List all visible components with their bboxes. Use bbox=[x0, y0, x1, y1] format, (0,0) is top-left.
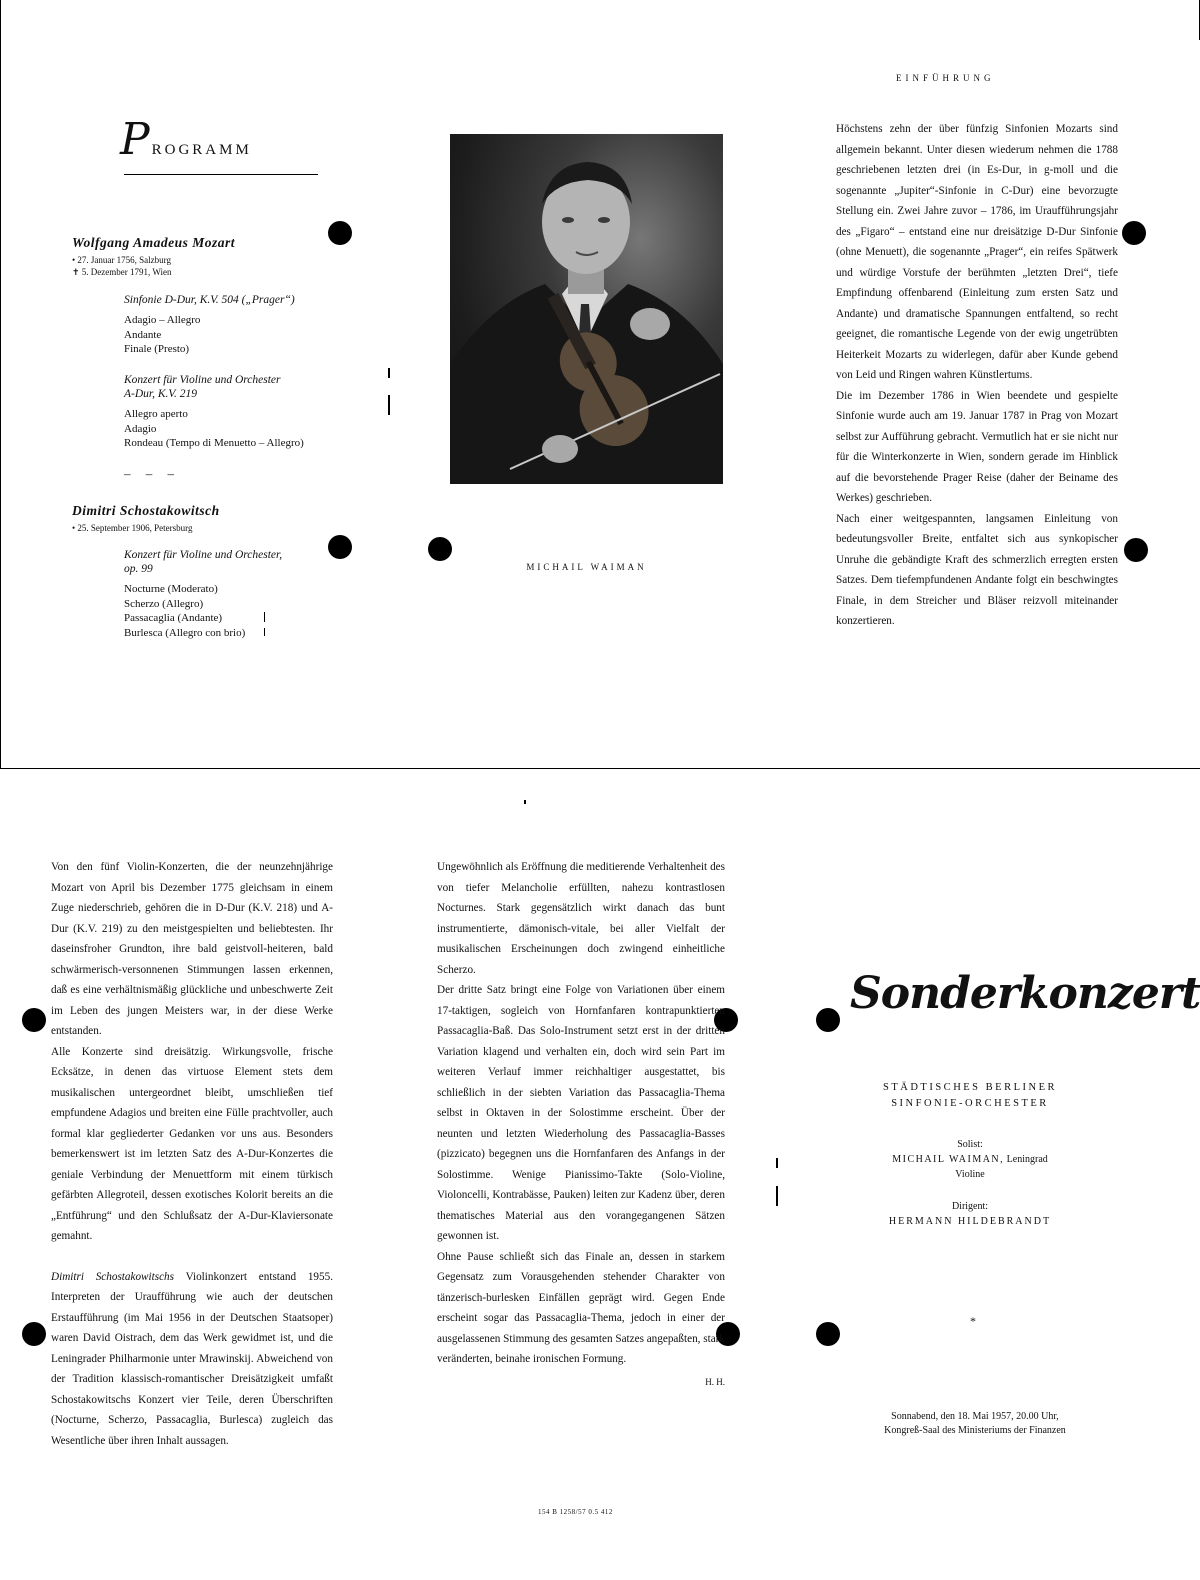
violin-concertos-text bbox=[51, 857, 333, 1451]
fold-mark bbox=[388, 368, 390, 378]
concert-title: Sonderkonzert bbox=[850, 968, 1200, 1019]
binder-hole bbox=[1122, 221, 1146, 245]
movement: Adagio bbox=[124, 422, 157, 435]
fold-mark bbox=[776, 1186, 778, 1206]
movement: Allegro aperto bbox=[124, 408, 188, 420]
work-title: Konzert für Violine und Orchester, bbox=[124, 549, 283, 561]
print-code: 154 B 1258/57 0.5 412 bbox=[538, 1508, 613, 1516]
fold-mark bbox=[776, 1158, 778, 1168]
fold-mark bbox=[524, 800, 526, 804]
sheet-left-edge bbox=[0, 0, 1, 768]
orchestra-line: SINFONIE-ORCHESTER bbox=[891, 1098, 1049, 1109]
shost-paragraph: Der dritte Satz bringt eine Folge von Variationen über einem 17-taktigen, sogleich von Hornfanfaren kontrapunktierten Passacaglia-Baß. Das Solo-Instrument setzt erst in der dritten Variation klagend und verhalten ein, doch wird sein Part im weiteren Verlauf immer reichhaltiger ausgestattet, bis schließlich in der siebten Variation das Passacaglia-Thema selbst in Oktaven in der Solostimme erscheint. Über der neunten und letzten Wiederholung des Passacaglia-Basses (pizzicato) begegnen uns die Hornfanfaren des Anfangs in der Solostimme. Wenige Pianissimo-Takte (Solo-Violine, Violoncelli, Kontrabässe, Pauken) leiten zur Kadenz über, deren thematisches Material aus den vorangegangenen Sätzen gewonnen ist. bbox=[437, 984, 725, 1242]
program-rule bbox=[124, 174, 318, 175]
mozart-died: ✝ 5. Dezember 1791, Wien bbox=[72, 267, 172, 277]
signature: H. H. bbox=[705, 1376, 725, 1387]
intro-paragraph: Höchstens zehn der über fünfzig Sinfonien Mozarts sind allgemein bekannt. Unter diesen wiederum nehmen die 1788 geschriebenen letzten drei (in Es-Dur, in g-moll und die sogenannte „Jupiter“-Sinfonie in C-Dur) eine bevorzugte Stellung ein. Zwei Jahre zuvor – 1786, im Uraufführungsjahr des „Figaro“ – entstand eine nur dreisätzige D-Dur Sinfonie (ohne Menuett), die sogenannte „Prager“, ein reifes Spätwerk und würdige Vorstufe der berühmten „letzten Drei“, tiefe Empfindung offenbarend (Einleitung zum ersten Satz und Andante) und dramatische Spannungen entfaltend, so recht geeignet, die romantische Legende von der ewig ungetrübten Heiterkeit Mozarts zu widerlegen, dafür aber Kunde gebend von Leid und Ringen wahren Künstlertums. bbox=[836, 123, 1118, 381]
fold-mark bbox=[388, 395, 390, 415]
composer-mozart: Wolfgang Amadeus Mozart bbox=[72, 235, 236, 250]
conductor-block bbox=[850, 1200, 1090, 1230]
binder-hole bbox=[1124, 538, 1148, 562]
movement: Burlesca (Allegro con brio) bbox=[124, 626, 246, 639]
program-heading-text: ROGRAMM bbox=[151, 142, 252, 158]
binder-hole bbox=[816, 1322, 840, 1346]
concert-date-venue bbox=[850, 1410, 1100, 1438]
intro-heading: EINFÜHRUNG bbox=[896, 73, 995, 83]
shostakovich-paragraph-text: Violinkonzert entstand 1955. Interpreten der Uraufführung wie auch der deutschen Erstaufführung (im Mai 1956 in der Deutschen Staatsoper) waren David Oistrach, dem das Werk gewidmet ist, und die Leningrader Philharmonie unter Mrawinskij. Abweichend von der Tradition klassisch-romantischer Dreisätzigkeit umfaßt Schostakowitschs Konzert vier Teile, deren Überschriften (Nocturne, Scherzo, Passacaglia, Burlesca) zugleich das Wesentliche über ihren Inhalt aussagen. bbox=[51, 1270, 333, 1447]
movement: Andante bbox=[124, 328, 162, 341]
sheet-fold-line bbox=[0, 768, 1200, 769]
binder-hole bbox=[22, 1008, 46, 1032]
soloist-instrument: Violine bbox=[955, 1169, 985, 1180]
binder-hole bbox=[22, 1322, 46, 1346]
shostakovich-text bbox=[437, 857, 725, 1392]
work-title: A-Dur, K.V. 219 bbox=[124, 388, 197, 400]
work-title: op. 99 bbox=[124, 563, 153, 575]
binder-hole bbox=[816, 1008, 840, 1032]
concert-venue: Kongreß-Saal des Ministeriums der Finanzen bbox=[884, 1425, 1066, 1436]
conductor-name: HERMANN HILDEBRANDT bbox=[888, 1216, 1052, 1227]
violin-paragraph: Alle Konzerte sind dreisätzig. Wirkungsvolle, frische Ecksätze, in denen das virtuose Element stets dem musikalischen untergeordnet bleibt, umschließen tief empfundene Adagios und breiten eine Fülle prachtvoller, auch formal klar gegliederter Gedanken vor uns aus. Besonders bemerkenswert ist im letzten Satz des A-Dur-Konzertes die geniale Verbindung der Menuettform mit einem türkisch gefärbten Allegroteil, dessen exotisches Kolorit bereits an die „Entführung“ und den Schlußsatz der A-Dur-Klaviersonate gemahnt. bbox=[51, 1045, 333, 1242]
work-violin-concerto-op99 bbox=[124, 548, 324, 640]
mozart-born: • 27. Januar 1756, Salzburg bbox=[72, 255, 171, 265]
intro-paragraph: Nach einer weitgespannten, langsamen Einleitung von bedeutungsvoller Breite, entfaltet sich aus synkopischer Unruhe die gebändigte Kraft des schmerzlich erregten ersten Satzes. Dem tiefempfundenen Andante folgt ein beschwingtes Finale, in dem Streicher und Bläser reizvoll miteinander konzertieren. bbox=[836, 512, 1118, 627]
shostakovich-name-italic: Dimitri Schostakowitschs bbox=[51, 1270, 175, 1283]
composer-shostakovich: Dimitri Schostakowitsch bbox=[72, 503, 220, 518]
work-prager bbox=[124, 293, 324, 357]
photo-caption: MICHAIL WAIMAN bbox=[526, 562, 647, 572]
movement: Nocturne (Moderato) bbox=[124, 583, 218, 595]
movement: Scherzo (Allegro) bbox=[124, 597, 204, 610]
program-heading bbox=[120, 114, 252, 165]
shost-paragraph: Ungewöhnlich als Eröffnung die meditierende Verhaltenheit des von tiefer Melancholie erfüllten, nahezu kontrastlosen Nocturnes. Stark gegensätzlich wirkt danach das bunt instrumentierte, dämonisch-vitale, bei aller Vielfalt der musikalischen Erscheinungen doch zwingend einheitliche Scherzo. bbox=[437, 861, 725, 976]
binder-hole bbox=[328, 221, 352, 245]
soloist-city: Leningrad bbox=[1004, 1154, 1048, 1165]
ornament-star: * bbox=[970, 1314, 976, 1328]
shostakovich-paragraph bbox=[51, 1267, 333, 1452]
movement: Passacaglia (Andante) bbox=[124, 612, 223, 624]
movement: Rondeau (Tempo di Menuetto – Allegro) bbox=[124, 437, 304, 449]
shost-paragraph: Ohne Pause schließt sich das Finale an, dessen in starkem Gegensatz zum Vorausgehenden stehender Charakter von tänzerisch-burlesken Einfällen geprägt wird. Gegen Ende erscheint sogar das Passacaglia-Thema, jedoch in einer der ausgelassenen Stimmung des gesamten Satzes angepaßten, stark veränderten, beinahe ironischen Formung. bbox=[437, 1250, 726, 1365]
work-title: Konzert für Violine und Orchester bbox=[124, 374, 281, 386]
violinist-photo-illustration bbox=[450, 134, 723, 484]
intro-text bbox=[836, 119, 1118, 632]
work-violin-concerto-a bbox=[124, 373, 334, 451]
soloist-name: MICHAIL WAIMAN, bbox=[892, 1154, 1005, 1165]
binder-hole bbox=[428, 537, 452, 561]
violin-paragraph: Von den fünf Violin-Konzerten, die der neunzehnjährige Mozart von April bis Dezember 1775 gleichsam in einem Zuge niederschrieb, gehören die in D-Dur (K.V. 218) und A-Dur (K.V. 219) zu den meistgespielten und beliebtesten. Ihr daseinsfroher Grundton, ihre bald geistvoll-heiteren, bald schwärmerisch-versonnenen Stimmungen lassen erkennen, daß es eine verhältnismäßig glückliche und unbeschwerte Zeit im Leben des jungen Meisters war, in der diese Werke entstanden. bbox=[51, 861, 333, 1037]
binder-hole bbox=[328, 535, 352, 559]
soloist-block bbox=[850, 1138, 1090, 1182]
intro-paragraph: Die im Dezember 1786 in Wien beendete und gespielte Sinfonie wurde auch am 19. Januar 1787 in Prag von Mozart selbst zur Aufführung gebracht. Vermutlich hat er sie nicht nur für die Winterkonzerte in Wien, sondern gerade im Hinblick auf die bevorstehende Prager Reise (daher der Beiname des Werkes) geschrieben. bbox=[836, 389, 1118, 504]
work-title: Sinfonie D-Dur, K.V. 504 („Prager“) bbox=[124, 294, 295, 306]
soloist-label: Solist: bbox=[957, 1139, 983, 1150]
program-separator: – – – bbox=[124, 466, 180, 481]
conductor-label: Dirigent: bbox=[951, 1201, 989, 1212]
soloist-photo bbox=[450, 134, 723, 484]
orchestra-name bbox=[850, 1080, 1090, 1112]
concert-date: Sonnabend, den 18. Mai 1957, 20.00 Uhr, bbox=[891, 1411, 1059, 1422]
movement: Finale (Presto) bbox=[124, 343, 190, 355]
program-heading-initial: P bbox=[120, 114, 150, 165]
shostakovich-born: • 25. September 1906, Petersburg bbox=[72, 523, 193, 533]
movement: Adagio – Allegro bbox=[124, 314, 201, 326]
orchestra-line: STÄDTISCHES BERLINER bbox=[883, 1082, 1057, 1093]
